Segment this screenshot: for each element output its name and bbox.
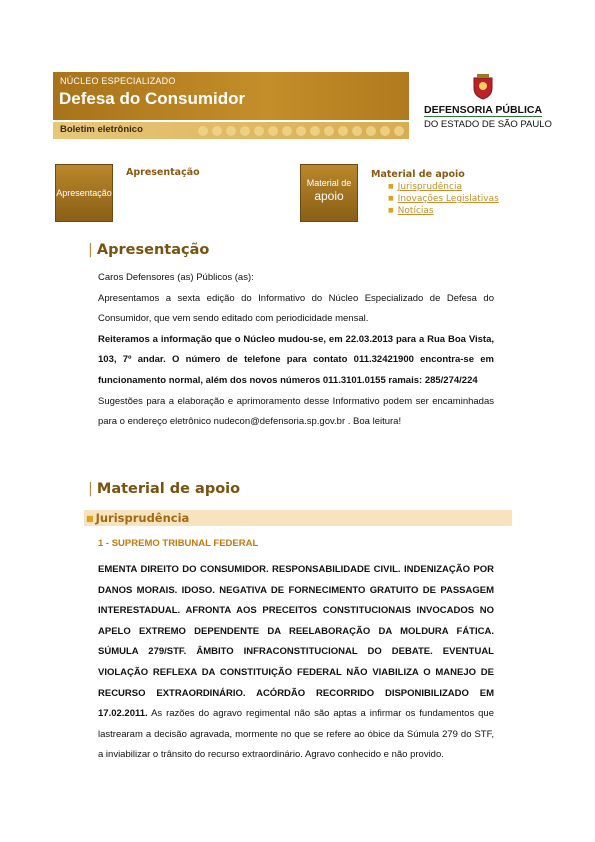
greeting: Caros Defensores (as) Públicos (as): <box>98 272 254 283</box>
link-noticias[interactable]: Notícias <box>397 206 434 216</box>
banner-subtitle: Boletim eletrônico <box>60 124 143 135</box>
court-heading: 1 - SUPREMO TRIBUNAL FEDERAL <box>98 538 259 549</box>
material-links-list <box>388 181 499 217</box>
ementa-paragraph <box>98 560 494 766</box>
header-banner <box>53 72 409 139</box>
material-nav-label: Material de apoio <box>371 169 465 180</box>
logo-line-2: DO ESTADO DE SÃO PAULO <box>424 119 552 130</box>
apresentacao-nav-button[interactable] <box>55 164 113 222</box>
apresentacao-nav-button-label: Apresentação <box>56 188 112 198</box>
ementa-body <box>98 560 494 766</box>
banner-subtitle-band <box>53 122 409 139</box>
banner-title: Defesa do Consumidor <box>59 89 246 108</box>
apresentacao-heading-text: Apresentação <box>96 242 210 258</box>
list-item <box>388 193 499 205</box>
material-nav-button-line2: apoio <box>314 189 344 203</box>
coat-of-arms-icon <box>472 74 494 100</box>
logo-line-1: DEFENSORIA PÚBLICA <box>424 104 543 116</box>
link-jurisprudencia[interactable]: Jurisprudência <box>397 182 462 192</box>
material-heading: | Material de apoio <box>88 481 241 497</box>
jurisprudencia-section-title: Jurisprudência <box>95 511 190 525</box>
paragraph-3: Sugestões para a elaboração e aprimoramento desse Informativo podem ser encaminhadas para o endereço eletrônico nudecon@defensoria.sp.gov.br . Boa leitura! <box>98 395 494 428</box>
list-item <box>388 181 499 193</box>
material-nav-button-line1: Material de <box>306 178 352 188</box>
paragraph-2: Reiteramos a informação que o Núcleo mudou-se, em 22.03.2013 para a Rua Boa Vista, 103, 7º andar. O número de telefone para contato 011.32421900 encontra-se em funcionamento normal, além dos novos números 011.3101.0155 ramais: 285/274/224 <box>98 333 494 386</box>
list-item <box>388 205 499 217</box>
apresentacao-heading: | Apresentação <box>88 242 210 258</box>
defensoria-logo <box>424 72 552 138</box>
jurisprudencia-section-bar <box>84 510 512 526</box>
link-inovacoes-legislativas[interactable]: Inovações Legislativas <box>397 194 499 204</box>
banner-kicker: NÚCLEO ESPECIALIZADO <box>60 76 176 86</box>
ementa-bold: EMENTA DIREITO DO CONSUMIDOR. RESPONSABILIDADE CIVIL. INDENIZAÇÃO POR DANOS MORAIS. IDOSO. NEGATIVA DE FORNECIMENTO GRATUITO DE PASSAGEM INTERESTADUAL. AFRONTA AOS PRECEITOS CONSTITUCIONAIS INVOCADOS NO APELO EXTREMO DEPENDENTE DA REELABORAÇÃO DA MOLDURA FÁTICA. SÚMULA 279/STF. ÂMBITO INFRACONSTITUCIONAL DO DEBATE. EVENTUAL VIOLAÇÃO REFLEXA DA CONSTITUIÇÃO FEDERAL NÃO VIABILIZA O MANEJO DE RECURSO EXTRAORDINÁRIO. ACÓRDÃO RECORRIDO DISPONIBILIZADO EM 17.02.2011. <box>98 564 494 720</box>
apresentacao-body <box>98 268 494 433</box>
apresentacao-nav-link[interactable]: Apresentação <box>126 167 200 178</box>
material-nav-button[interactable] <box>300 164 358 222</box>
banner-title-band <box>53 72 409 120</box>
ementa-rest: As razões do agravo regimental não são aptas a infirmar os fundamentos que lastrearam a decisão agravada, mormente no que se refere ao óbice da Súmula 279 do STF, a inviabilizar o trânsito do recurso extraordinário. Agravo conhecido e não provido. <box>98 708 494 761</box>
bullet-square-icon: ■ <box>86 514 94 523</box>
paragraph-1: Apresentamos a sexta edição do Informativo do Núcleo Especializado de Defesa do Consumidor, que vem sendo editado com periodicidade mensal. <box>98 292 494 325</box>
material-heading-text: Material de apoio <box>96 481 241 497</box>
